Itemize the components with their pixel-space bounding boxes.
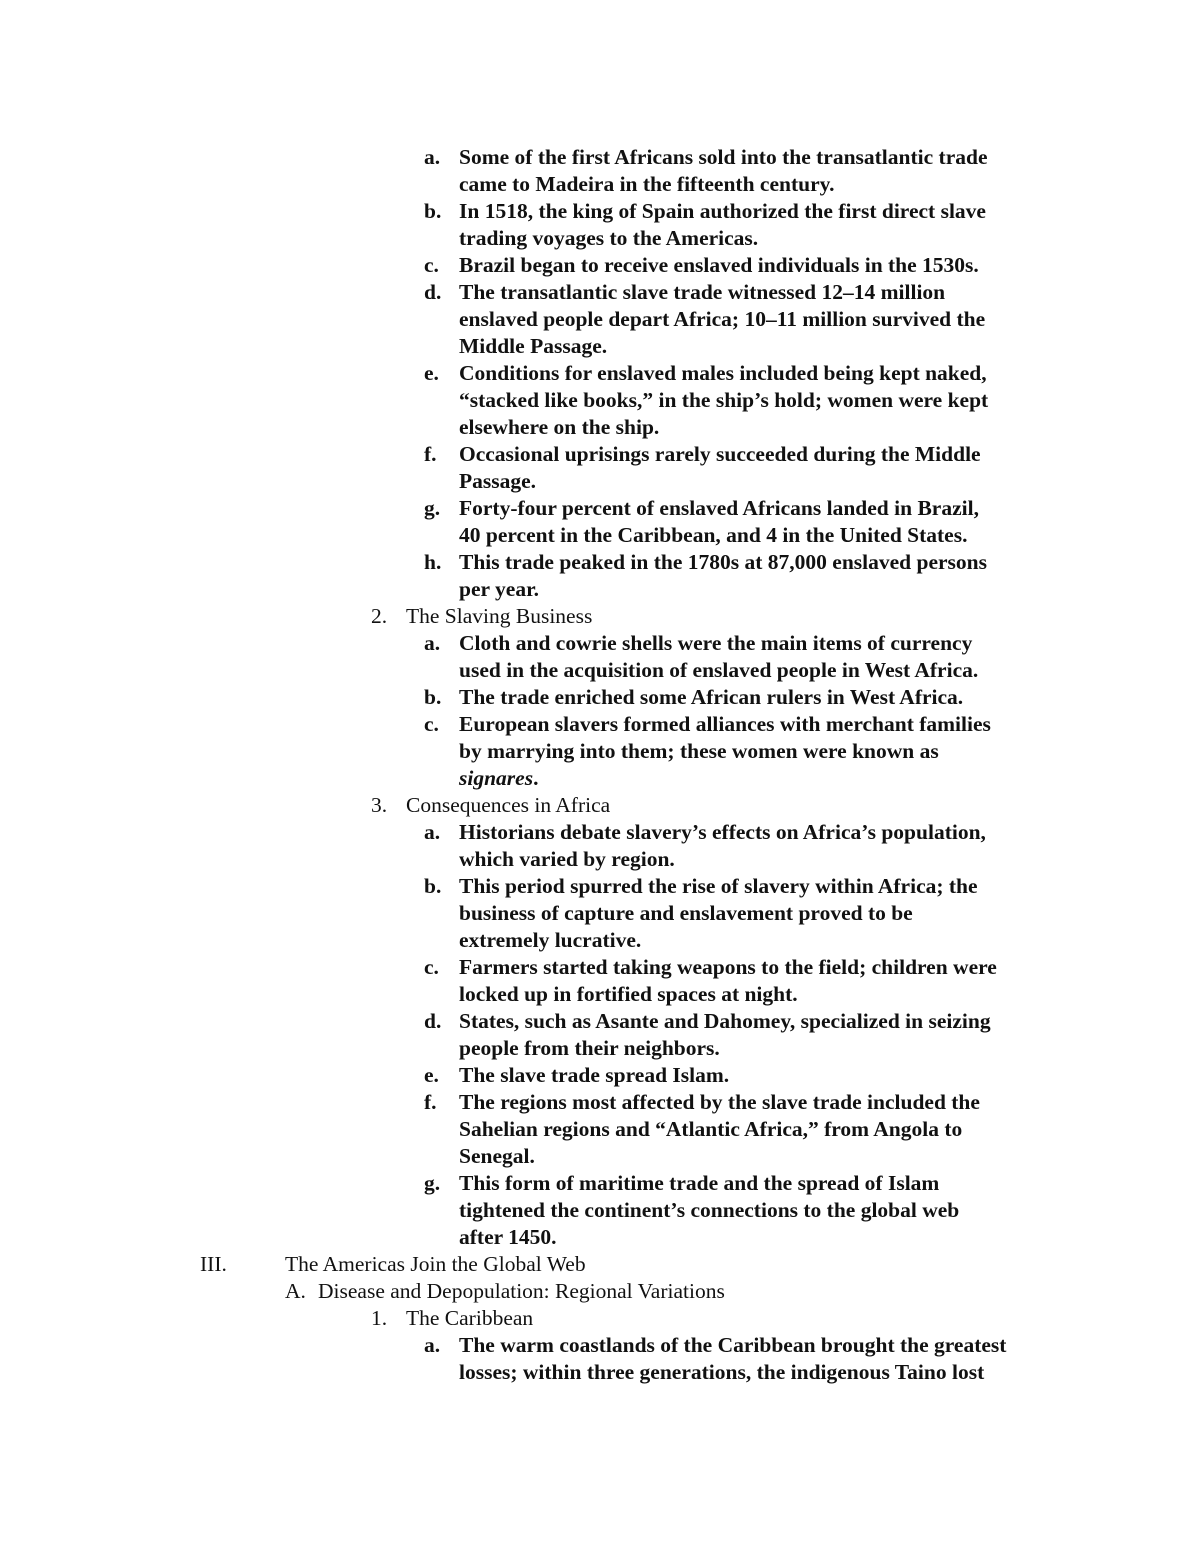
italic-suffix: .	[533, 766, 539, 790]
item-text: Middle Passage.	[459, 334, 608, 358]
item-text: after 1450.	[459, 1225, 557, 1249]
item-text: tightened the continent’s connections to the global web	[459, 1198, 960, 1222]
item-text: Sahelian regions and “Atlantic Africa,” from Angola to	[459, 1117, 963, 1141]
item-marker: b.	[424, 685, 442, 709]
item-marker: f.	[424, 1090, 437, 1114]
section-heading: The Slaving Business	[406, 604, 593, 628]
section-marker: 1.	[371, 1306, 388, 1330]
item-marker: h.	[424, 550, 442, 574]
item-marker: e.	[424, 361, 439, 385]
item-marker: a.	[424, 145, 441, 169]
item-text-italic-line	[459, 765, 538, 792]
part-heading: The Americas Join the Global Web	[285, 1252, 586, 1276]
item-text: people from their neighbors.	[459, 1036, 720, 1060]
item-marker: d.	[424, 1009, 442, 1033]
item-text: Brazil began to receive enslaved individuals in the 1530s.	[459, 253, 979, 277]
item-text: Historians debate slavery’s effects on Africa’s population,	[459, 820, 986, 844]
item-marker: a.	[424, 631, 441, 655]
section-marker: 3.	[371, 793, 388, 817]
item-text: locked up in fortified spaces at night.	[459, 982, 798, 1006]
item-text: business of capture and enslavement proved to be	[459, 901, 913, 925]
item-text: Cloth and cowrie shells were the main items of currency	[459, 631, 973, 655]
item-marker: b.	[424, 199, 442, 223]
item-text: elsewhere on the ship.	[459, 415, 660, 439]
subsection-heading: Disease and Depopulation: Regional Variations	[318, 1279, 725, 1303]
item-text: This period spurred the rise of slavery within Africa; the	[459, 874, 978, 898]
item-text: The slave trade spread Islam.	[459, 1063, 730, 1087]
item-text: European slavers formed alliances with merchant families	[459, 712, 991, 736]
item-text: Conditions for enslaved males included being kept naked,	[459, 361, 987, 385]
item-marker: b.	[424, 874, 442, 898]
item-marker: g.	[424, 496, 441, 520]
item-text: The trade enriched some African rulers in West Africa.	[459, 685, 964, 709]
item-text: which varied by region.	[459, 847, 675, 871]
item-text: losses; within three generations, the indigenous Taino lost	[459, 1360, 985, 1384]
item-text: Farmers started taking weapons to the field; children were	[459, 955, 997, 979]
section-heading: Consequences in Africa	[406, 793, 611, 817]
item-text: Forty-four percent of enslaved Africans landed in Brazil,	[459, 496, 979, 520]
item-text: used in the acquisition of enslaved people in West Africa.	[459, 658, 979, 682]
section-heading: The Caribbean	[406, 1306, 534, 1330]
item-text: trading voyages to the Americas.	[459, 226, 759, 250]
item-text: Occasional uprisings rarely succeeded during the Middle	[459, 442, 981, 466]
italic-term: signares	[459, 766, 534, 790]
item-text: This trade peaked in the 1780s at 87,000 enslaved persons	[459, 550, 987, 574]
item-marker: a.	[424, 1333, 441, 1357]
item-marker: d.	[424, 280, 442, 304]
item-text: Some of the first Africans sold into the transatlantic trade	[459, 145, 988, 169]
item-marker: f.	[424, 442, 437, 466]
item-marker: g.	[424, 1171, 441, 1195]
part-marker: III.	[200, 1252, 227, 1276]
item-text: 40 percent in the Caribbean, and 4 in the United States.	[459, 523, 968, 547]
item-text: extremely lucrative.	[459, 928, 642, 952]
item-marker: c.	[424, 253, 439, 277]
item-text: This form of maritime trade and the spread of Islam	[459, 1171, 940, 1195]
item-marker: a.	[424, 820, 441, 844]
item-text: The regions most affected by the slave trade included the	[459, 1090, 980, 1114]
item-text: In 1518, the king of Spain authorized the first direct slave	[459, 199, 986, 223]
item-text: by marrying into them; these women were known as	[459, 739, 939, 763]
item-marker: c.	[424, 712, 439, 736]
item-text: came to Madeira in the fifteenth century.	[459, 172, 835, 196]
item-text: The transatlantic slave trade witnessed 12–14 million	[459, 280, 946, 304]
item-text: States, such as Asante and Dahomey, specialized in seizing	[459, 1009, 991, 1033]
item-text: per year.	[459, 577, 540, 601]
item-text: Passage.	[459, 469, 537, 493]
item-marker: c.	[424, 955, 439, 979]
item-text: enslaved people depart Africa; 10–11 million survived the	[459, 307, 986, 331]
item-text: The warm coastlands of the Caribbean brought the greatest	[459, 1333, 1007, 1357]
subsection-marker: A.	[285, 1279, 306, 1303]
item-text: Senegal.	[459, 1144, 535, 1168]
item-text: “stacked like books,” in the ship’s hold; women were kept	[459, 388, 989, 412]
item-marker: e.	[424, 1063, 439, 1087]
section-marker: 2.	[371, 604, 388, 628]
